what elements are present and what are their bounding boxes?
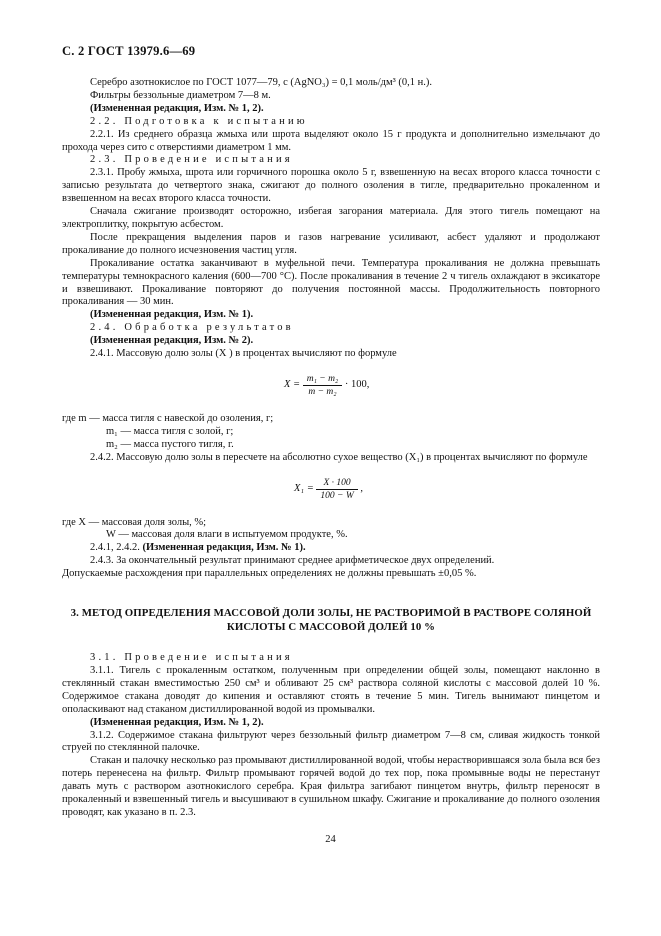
variable-definition: где m — масса тигля с навеской до озоления, г;	[62, 412, 274, 424]
formula-lhs: X =	[284, 378, 301, 390]
formula-tail: · 100,	[344, 378, 370, 390]
page-body	[62, 77, 600, 820]
section-2-2-heading: 2.2. Подготовка к испытанию	[90, 115, 308, 127]
amendment-note: (Измененная редакция, Изм. № 1, 2).	[90, 716, 264, 728]
amendment-note: (Измененная редакция, Изм. № 1).	[90, 309, 254, 321]
variable-definition: где X — массовая доля золы, %;	[62, 516, 207, 528]
formula-fraction	[303, 373, 343, 398]
paragraph-2-4-2: 2.4.2. Массовую долю золы в пересчете на абсолютно сухое вещество (X₁) в процентах вычисляют по формуле	[90, 451, 588, 463]
page-number: 24	[325, 834, 336, 845]
paragraph-2-2-1: 2.2.1. Из среднего образца жмыха или шрота выделяют около 15 г продукта и дополнительно измельчают до прохода через сито с отверстиями диаметром 1 мм.	[62, 128, 600, 153]
amendment-note: (Измененная редакция, Изм. № 2).	[90, 335, 254, 347]
variable-definition: W — массовая доля влаги в испытуемом продукте, %.	[106, 529, 348, 541]
reagent-filters: Фильтры беззольные диаметром 7—8 м.	[90, 89, 271, 101]
formula-tail: ,	[360, 482, 363, 494]
section-2-4-heading: 2.4. Обработка результатов	[90, 322, 294, 334]
formula-denominator: 100 − W	[320, 490, 354, 501]
formula-lhs: X₁ =	[294, 482, 314, 494]
paragraph-2-4-1-2	[62, 542, 600, 555]
tolerance-note: Допускаемые расхождения при параллельных определениях не должны превышать ±0,05 %.	[62, 568, 477, 580]
paragraph-2-3-1: 2.3.1. Пробу жмыха, шрота или горчичного порошка около 5 г, взвешенную на весах второго класса точности с записью результата до четвертого знака, сжигают до полного озоления в тигле, предварительно прокаленном и взвешенном на весах второго класса точности.	[62, 167, 600, 205]
paragraph-2-4-3: 2.4.3. За окончательный результат принимают среднее арифметическое двух определений.	[90, 555, 495, 567]
formula-dry-ash-fraction	[62, 475, 600, 505]
formula-ash-fraction	[62, 371, 600, 401]
amendment-note: (Измененная редакция, Изм. № 1).	[142, 542, 306, 554]
paragraph-2-3-4: Прокаливание остатка заканчивают в муфельной печи. Температура прокаливания не должна превышать температуры темнокрасного каления (600—700 °С). После прокаливания в течение 2 ч тигель охлаждают в эксикаторе и взвешивают. Прокаливание повторяют до получения постоянной массы. Продолжительность повторного прокаливания — 30 мин.	[62, 257, 600, 308]
reagent-silver-nitrate: Серебро азотнокислое по ГОСТ 1077—79, с (AgNO₃) = 0,1 моль/дм³ (0,1 н.).	[90, 77, 433, 88]
paragraph-3-1-2: 3.1.2. Содержимое стакана фильтруют через беззольный фильтр диаметром 7—8 см, сливая жидкость тонкой струей по стеклянной палочке.	[62, 729, 600, 754]
formula-fraction	[316, 477, 357, 502]
paragraph-3-1-1: 3.1.1. Тигель с прокаленным остатком, полученным при определении общей золы, помещают наклонно в стеклянный стакан вместимостью 250 см³ и обливают 25 см³ раствора соляной кислоты с массовой долей 10 %. Содержимое стакана доводят до кипения и оставляют стоять в течение 5 мин. Тигель вынимают пинцетом и ополаскивают над стаканом дистиллированной водой из промывалки.	[62, 665, 600, 715]
section-3-1-heading: 3.1. Проведение испытания	[90, 652, 293, 664]
page-header: С. 2 ГОСТ 13979.6—69	[62, 44, 196, 58]
formula-numerator: X · 100	[316, 477, 357, 490]
clause-reference: 2.4.1, 2.4.2.	[90, 542, 140, 554]
paragraph-2-3-3: После прекращения выделения паров и газов нагревание усиливают, асбест удаляют и продолжают прокаливание до полного исчезновения частиц угля.	[62, 231, 600, 256]
paragraph-3-1-2-cont: Стакан и палочку несколько раз промывают дистиллированной водой, чтобы нерастворившаяся зола была вся без потерь перенесена на фильтр. Фильтр промывают горячей водой до тех пор, пока промывные воды не перестанут давать муть с раствором азотнокислого серебра. Края фильтра загибают пинцетом внутрь, фильтр переносят в прокаленный и взвешенный тигель и высушивают в сушильном шкафу. Сжигание и прокаливание до полного озоления проводят, как указано в п. 2.3.	[62, 755, 600, 818]
section-3-title: 3. МЕТОД ОПРЕДЕЛЕНИЯ МАССОВОЙ ДОЛИ ЗОЛЫ, НЕ РАСТВОРИМОЙ В РАСТВОРЕ СОЛЯНОЙ КИСЛОТЫ С МАССОВОЙ ДОЛЕЙ 10 %	[70, 607, 592, 633]
paragraph-2-4-1: 2.4.1. Массовую долю золы (X ) в процентах вычисляют по формуле	[90, 348, 397, 360]
amendment-note: (Измененная редакция, Изм. № 1, 2).	[90, 102, 264, 114]
variable-definition: m₂ — масса пустого тигля, г.	[106, 438, 234, 450]
paragraph-2-3-2: Сначала сжигание производят осторожно, избегая загорания материала. Для этого тигель помещают на электроплитку, покрытую асбестом.	[62, 206, 600, 230]
section-2-3-heading: 2.3. Проведение испытания	[90, 154, 293, 166]
variable-definition: m₁ — масса тигля с золой, г;	[106, 425, 234, 437]
formula-denominator: m − m₂	[308, 386, 337, 397]
formula-numerator: m₁ − m₂	[303, 373, 343, 386]
